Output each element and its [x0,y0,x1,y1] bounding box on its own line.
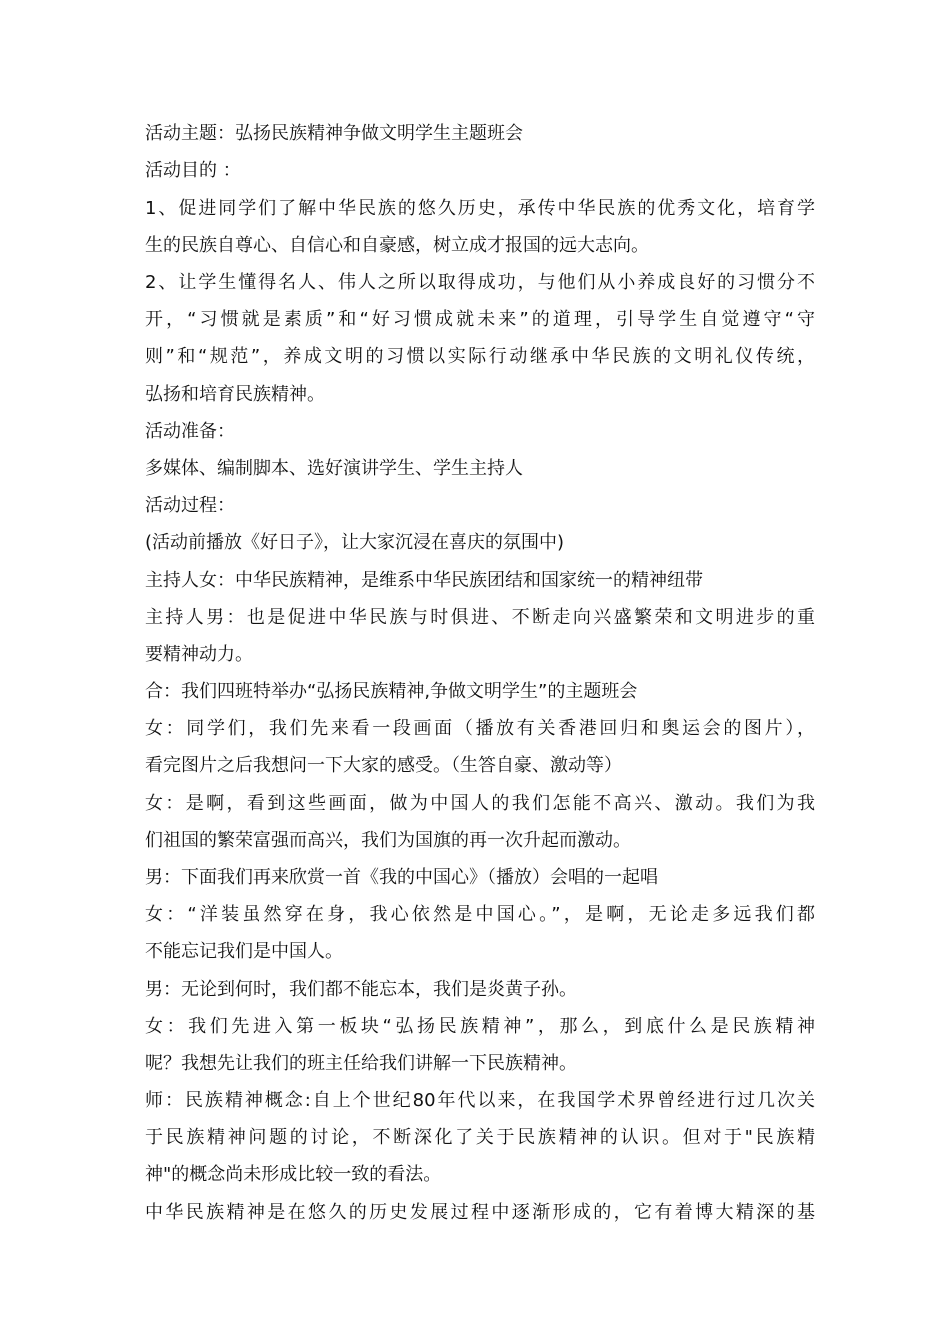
paragraph-line: 1、促进同学们了解中华民族的悠久历史，承传中华民族的优秀文化，培育学 [145,198,815,219]
paragraph-line: 看完图片之后我想问一下大家的感受。（生答自豪、激动等） [145,755,622,776]
paragraph-line: 神"的概念尚未形成比较一致的看法。 [145,1164,442,1185]
paragraph-line: 女：是啊，看到这些画面，做为中国人的我们怎能不高兴、激动。我们为我 [145,793,815,814]
paragraph-line: 要精神动力。 [145,644,253,665]
paragraph-line: 则”和“规范”，养成文明的习惯以实际行动继承中华民族的文明礼仪传统， [145,346,815,367]
paragraph-line: 女：同学们，我们先来看一段画面（播放有关香港回归和奥运会的图片）， [145,718,815,739]
paragraph-line: 师：民族精神概念:自上个世纪80年代以来，在我国学术界曾经进行过几次关 [145,1090,815,1111]
paragraph-line: 呢？我想先让我们的班主任给我们讲解一下民族精神。 [145,1053,577,1074]
paragraph-line: 男：无论到何时，我们都不能忘本，我们是炎黄子孙。 [145,979,577,1000]
paragraph-line: 男：下面我们再来欣赏一首《我的中国心》（播放）会唱的一起唱 [145,867,658,888]
activity-process-heading: 活动过程： [145,495,235,516]
paragraph-line: 中华民族精神是在悠久的历史发展过程中逐渐形成的，它有着博大精深的基 [145,1202,815,1223]
paragraph-line: 主持人男：也是促进中华民族与时俱进、不断走向兴盛繁荣和文明进步的重 [145,607,815,628]
paragraph-line: 女：“洋装虽然穿在身，我心依然是中国心。”，是啊，无论走多远我们都 [145,904,815,925]
paragraph-line: 主持人女：中华民族精神，是维系中华民族团结和国家统一的精神纽带 [145,570,703,591]
paragraph-line: 不能忘记我们是中国人。 [145,941,343,962]
activity-purpose-heading: 活动目的 ： [145,160,241,181]
paragraph-line: (活动前播放《好日子》，让大家沉浸在喜庆的氛围中) [145,532,565,553]
paragraph-line: 弘扬和培育民族精神。 [145,384,325,405]
activity-theme-line: 活动主题：弘扬民族精神争做文明学生主题班会 [145,123,523,144]
paragraph-line: 们祖国的繁荣富强而高兴，我们为国旗的再一次升起而激动。 [145,830,631,851]
paragraph-line: 2、让学生懂得名人、伟人之所以取得成功，与他们从小养成良好的习惯分不 [145,272,815,293]
paragraph-line: 于民族精神问题的讨论，不断深化了关于民族精神的认识。但对于"民族精 [145,1127,815,1148]
activity-preparation-heading: 活动准备： [145,421,235,442]
paragraph-line: 多媒体、编制脚本、选好演讲学生、学生主持人 [145,458,523,479]
paragraph-line: 开，“习惯就是素质”和“好习惯成就未来”的道理，引导学生自觉遵守“守 [145,309,815,330]
paragraph-line: 合：我们四班特举办“弘扬民族精神,争做文明学生”的主题班会 [145,681,638,702]
paragraph-line: 生的民族自尊心、自信心和自豪感，树立成才报国的远大志向。 [145,235,649,256]
paragraph-line: 女：我们先进入第一板块“弘扬民族精神”，那么，到底什么是民族精神 [145,1016,815,1037]
